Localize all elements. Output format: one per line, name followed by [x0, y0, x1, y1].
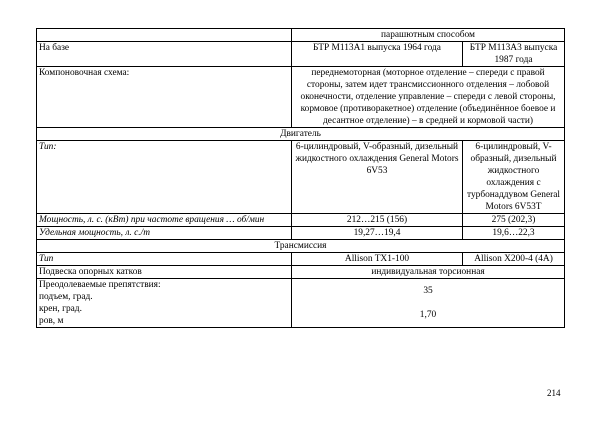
layout-label: Компоновочная схема: — [37, 67, 292, 128]
power-m113a3: 275 (202,3) — [463, 214, 565, 227]
obstacles-label-cell — [37, 279, 292, 328]
specification-table — [36, 28, 565, 328]
obstacles-value-cell — [292, 279, 565, 328]
layout-value: переднемоторная (моторное отделение – спереди с правой стороны, затем идет трансмиссионного отделения – лобовой оконечности, отделение управление – спереди с левой стороны, кормовое (противоракетное) отделение (объединённое боевое и десантное отделение) – в средней и кормовой части) — [292, 67, 565, 128]
transmission-m113a3: Allison X200-4 (4A) — [463, 253, 565, 266]
climb-value: 35 — [423, 286, 433, 296]
table-row — [37, 42, 565, 67]
suspension-value: индивидуальная торсионная — [292, 266, 565, 279]
obstacles-label: Преодолеваемые препятствия: — [39, 280, 161, 290]
table-row — [37, 227, 565, 240]
table-row — [37, 141, 565, 214]
climb-label: подъем, град. — [39, 292, 93, 302]
engine-type-label: Тип: — [37, 141, 292, 214]
table-row — [37, 266, 565, 279]
suspension-label: Подвеска опорных катков — [37, 266, 292, 279]
base-m113a3: БТР М113А3 выпуска 1987 года — [463, 42, 565, 67]
page-number: 214 — [547, 388, 561, 398]
ditch-label: ров, м — [39, 316, 64, 326]
engine-section-title: Двигатель — [37, 128, 565, 141]
specific-power-label: Удельная мощность, л. с./т — [37, 227, 292, 240]
table-row — [37, 253, 565, 266]
tilt-label: крен, град. — [39, 304, 82, 314]
engine-type-m113a3: 6-цилиндровый, V-образный, дизельный жидкостного охлаждения с турбонаддувом General Motors 6V53T — [463, 141, 565, 214]
header-cell: парашютным способом — [292, 29, 565, 42]
table-row — [37, 279, 565, 328]
power-label: Мощность, л. с. (кВт) при частоте вращения … об/мин — [37, 214, 292, 227]
transmission-type-label: Тип — [37, 253, 292, 266]
specific-power-m113a3: 19,6…22,3 — [463, 227, 565, 240]
table-row — [37, 214, 565, 227]
empty-cell — [37, 29, 292, 42]
specific-power-m113a1: 19,27…19,4 — [292, 227, 463, 240]
ditch-value: 1,70 — [419, 310, 437, 320]
transmission-section-title: Трансмиссия — [37, 240, 565, 253]
base-m113a1: БТР М113А1 выпуска 1964 года — [292, 42, 463, 67]
power-m113a1: 212…215 (156) — [292, 214, 463, 227]
transmission-m113a1: Allison TX1-100 — [292, 253, 463, 266]
base-label: На базе — [37, 42, 292, 67]
table-row — [37, 29, 565, 42]
table-row — [37, 240, 565, 253]
table-row — [37, 128, 565, 141]
engine-type-m113a1: 6-цилиндровый, V-образный, дизельный жидкостного охлаждения General Motors 6V53 — [292, 141, 463, 214]
table-row — [37, 67, 565, 128]
